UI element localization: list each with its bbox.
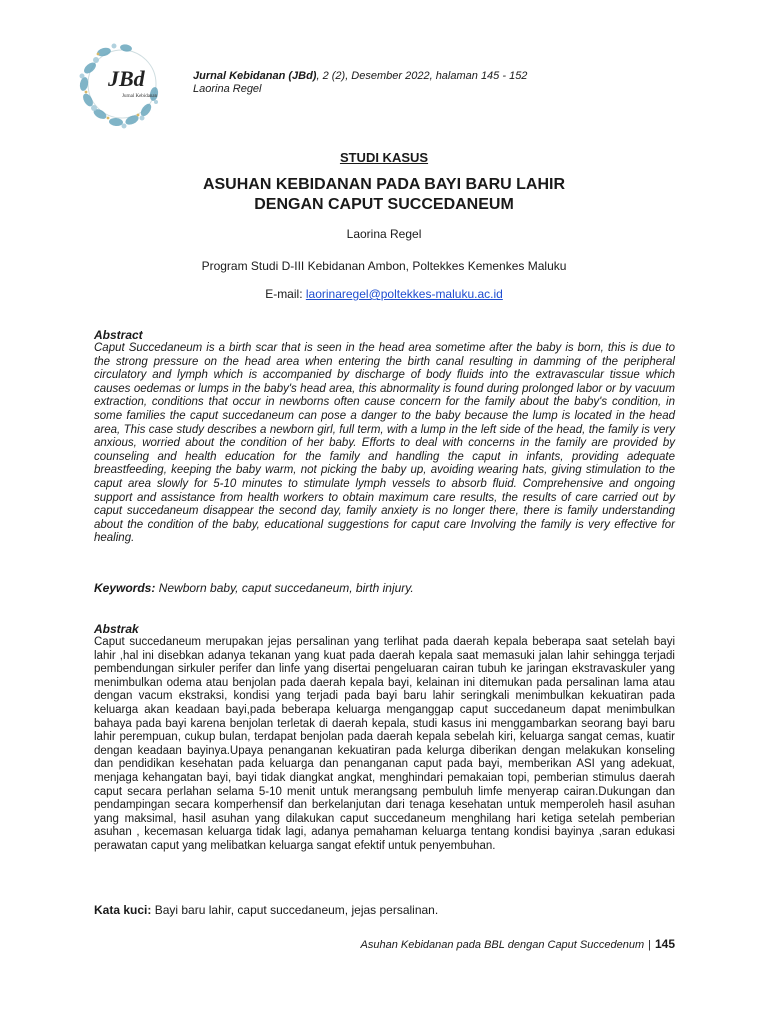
article-title: [0, 175, 768, 215]
journal-citation: [193, 70, 527, 96]
author-name: Laorina Regel: [346, 227, 422, 241]
running-title: Asuhan Kebidanan pada BBL dengan Caput Succedenum: [360, 939, 645, 951]
logo-text: JBd: [108, 66, 145, 91]
abstract-text: Caput Succedaneum is a birth scar that is seen in the head area sometime after the baby is born, this is due to the strong pressure on the head area when entering the birth canal resulting in damming of the peripheral circulatory and lymph which is accompanied by discharge of body fluids into the extravascular tissue which causes oedemas or lumps in the baby's head area, this abnormality is found during prolonged labor or by vacuum extraction, conditions that occur in newborns often cause concern for the family about the baby's condition, in some families the caput succedaneum can pose a danger to the baby because the lump is located in the head area, This case study describes a newborn girl, full term, with a lump in the left side of the head, the family is very anxious, worried about the condition of her baby. Efforts to deal with concerns in the family are provided by counseling and health education for the family and handling the caput in infants, providing adequate breastfeeding, keeping the baby warm, not picking the baby up, avoiding wearing hats, giving stimulation to the caput area slowly for 5-10 minutes to stimulate lymph vessels to absorb fluid. Comprehensive and ongoing support and assistance from health workers to obtain maximum care results, the results of care carried out by caput succedaneum disappear the second day, family anxiety is no longer there, there is family understanding about the condition of the baby, educational suggestions for caput care Involving the family is very effective for healing.: [94, 342, 675, 545]
abstract-indonesian: [94, 622, 675, 854]
affiliation: Program Studi D-III Kebidanan Ambon, Poltekkes Kemenkes Maluku: [201, 259, 567, 273]
email-link[interactable]: laorinaregel@poltekkes-maluku.ac.id: [305, 287, 503, 301]
journal-logo: [68, 38, 172, 138]
email-label: E-mail:: [265, 287, 306, 301]
kata-kunci-label: Kata kuci:: [94, 903, 152, 917]
journal-details: , 2 (2), Desember 2022, halaman 145 - 152: [316, 70, 528, 82]
running-author: Laorina Regel: [193, 83, 262, 95]
logo-subtext: Jurnal Kebidanan: [122, 94, 158, 99]
abstrak-text: Caput succedaneum merupakan jejas persalinan yang terlihat pada daerah kepala beberapa saat setelah bayi lahir ,hal ini disebkan adanya tekanan yang kuat pada daerah kepala saat memasuki jalan lahir sehingga terjadi pembendungan sirkuler perifer dan linfe yang disertai pengeluaran cairan tubuh ke jaringan ekstravaskuler yang menimbulkan odema atau benjolan pada daerah kepala bayi, kelainan ini ditemukan pada persalinan lama atau dengan vacum ekstraksi, kondisi yang terjadi pada bayi baru lahir seringkali menimbulkan kekuatiran pada keluarga akan keadaan bayi,pada beberapa keluarga menganggap caput succedaneum dapat menimbulkan bahaya pada bayi karena benjolan terletak di daerah kepala, studi kasus ini menggambarkan seorang bayi baru lahir perempuan, cukup bulan, terdapat benjolan pada daerah kepala sebelah kiri, keluarga sangat cemas, kuatir dengan keadaan bayinya.Upaya penanganan kekuatiran pada kelurga diberikan dengan melakukan konseling dan pendidikan kesehatan pada keluarga dan penanganan caput pada bayi, memberikan ASI yang adekuat, menjaga kehangatan bayi, bayi tidak diangkat angkat, menghindari pemakaian topi, pemberian stimulus daerah caput secara perlahan selama 5-10 menit untuk merangsang pembuluh limfe menyerap cairan.Dukungan dan pendampingan secara komperhensif dan berkelanjutan dari tenaga kesehatan untuk memperoleh hasil asuhan yang maksimal, hasil asuhan yang dilakukan caput succedaneum menghilang hari ketiga setelah pemberian asuhan , kecemasan keluarga tidak lagi, adanya pemahaman keluarga tentang kondisi bayinya ,saran edukasi perawatan caput yang melibatkan keluarga sangat efektif untuk penyembuhan.: [94, 636, 675, 852]
keywords-text: Newborn baby, caput succedaneum, birth injury.: [155, 581, 414, 595]
title-line-2: DENGAN CAPUT SUCCEDANEUM: [254, 196, 514, 213]
keywords-indonesian: [94, 903, 675, 917]
abstract-english: [94, 328, 675, 546]
keywords-label: Keywords:: [94, 581, 156, 595]
article-kind: STUDI KASUS: [339, 150, 429, 165]
abstrak-heading: Abstrak: [94, 622, 139, 636]
email-line: [0, 287, 768, 301]
journal-name: Jurnal Kebidanan (JBd): [193, 70, 317, 82]
page-number: 145: [654, 937, 675, 951]
abstract-heading: Abstract: [94, 328, 143, 342]
page-footer: [361, 937, 675, 951]
kata-kunci-text: Bayi baru lahir, caput succedaneum, jejas persalinan.: [151, 903, 439, 917]
title-line-1: ASUHAN KEBIDANAN PADA BAYI BARU LAHIR: [202, 176, 566, 193]
footer-separator: |: [648, 939, 651, 951]
keywords-english: [94, 581, 675, 595]
